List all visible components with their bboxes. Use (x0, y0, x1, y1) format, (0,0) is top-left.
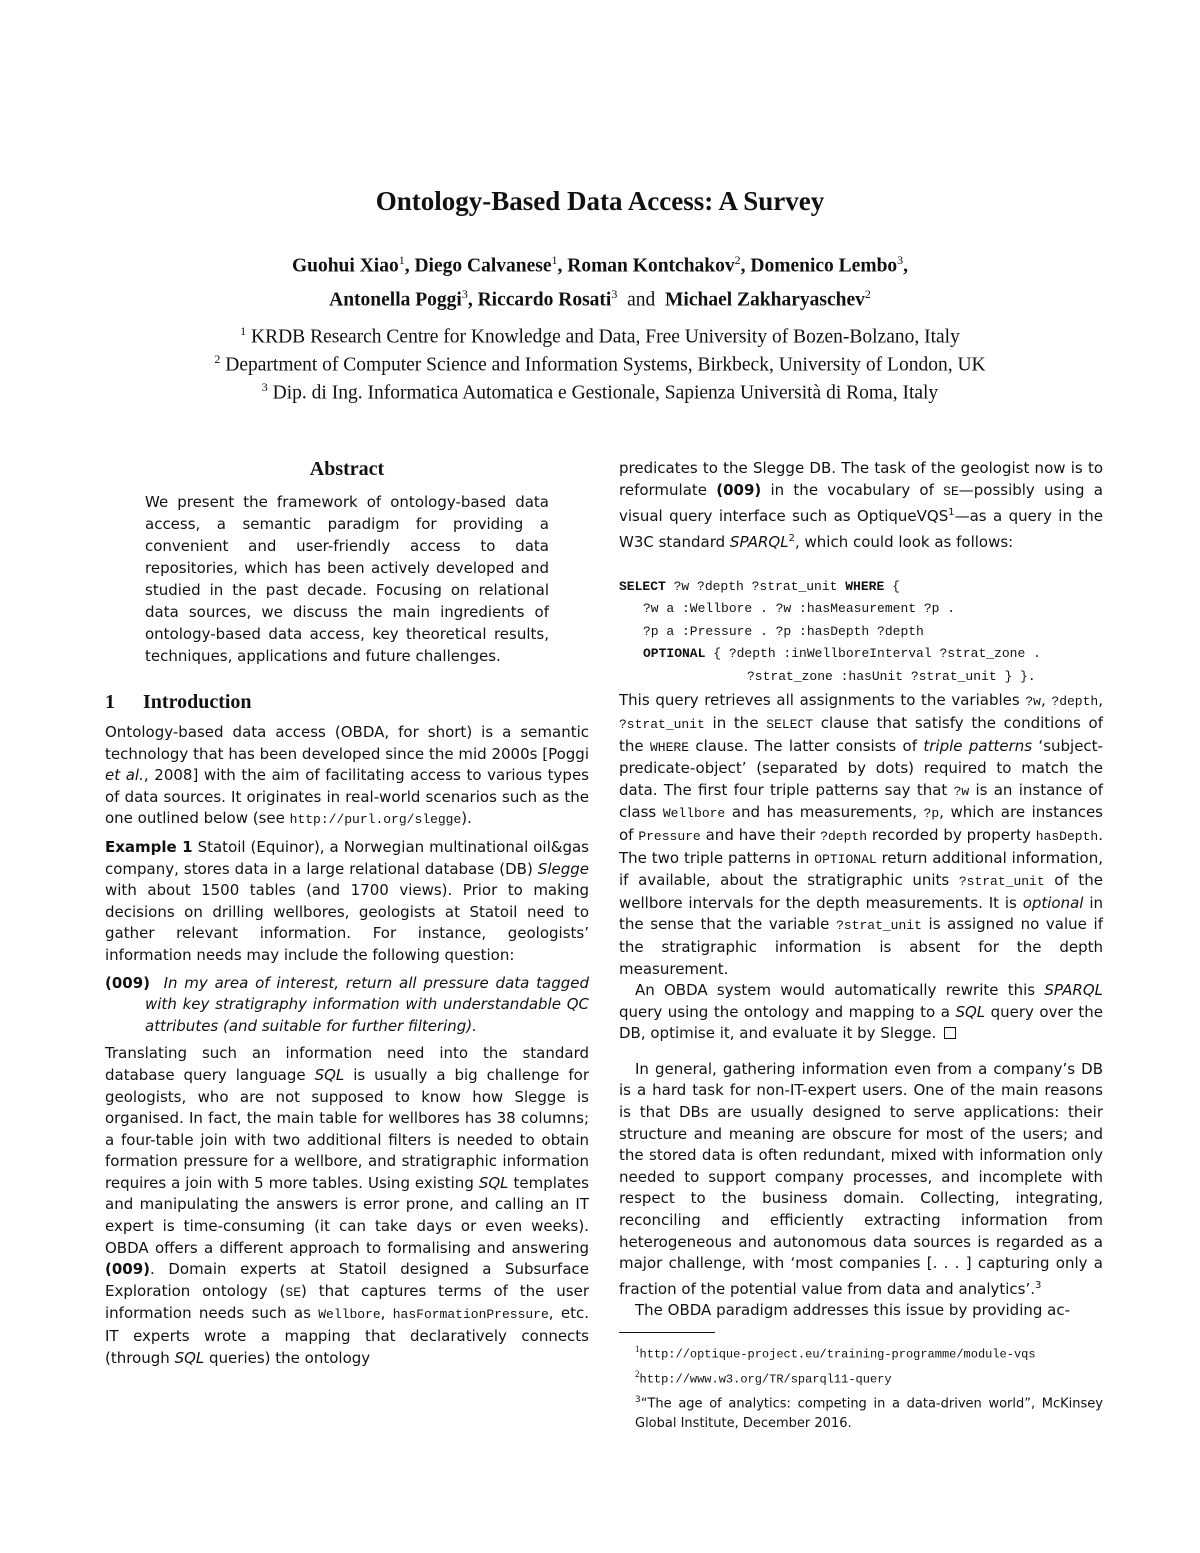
obda-rewrite-paragraph: An OBDA system would automatically rewrite this SPARQL query using the ontology and mapping to a SQL query over the DB, optimise it, and evaluate it by Slegge. (619, 981, 1103, 1043)
general-paragraph: In general, gathering information even from a company’s DB is a hard task for non-IT-expert users. One of the main reasons is that DBs are usually designed to serve applications: their structure and meaning are obscure for most of the users; and the stored data is often redundant, mixed with information only needed to support company processes, and incomplete with respect to the business domain. Collecting, integrating, reconciling and efficiently extracting information from heterogeneous and autonomous data sources is regarded as a major challenge, with ‘most companies [. . . ] capturing only a fraction of the potential value from data and analytics’.$^3$ (619, 1059, 1103, 1298)
slegge-link[interactable]: http://purl.org/slegge (289, 812, 462, 828)
query-explanation-paragraph: This query retrieves all assignments to the variables ?w, ?depth, ?strat_unit in the SELECT clause that satisfy the conditions of the WHERE clause. The latter consists of triple patterns ‘subject-predicate-object’ (separated by dots) required to match the data. The first four triple patterns say that ?w is an instance of class Wellbore and has measurements, ?p, which are instances of Pressure and have their ?depth recorded by property hasDepth. The two triple patterns in OPTIONAL return additional information, if available, about the stratigraphic units ?strat_unit of the wellbore intervals for the depth measurements. It is optional in the sense that the variable ?strat_unit is assigned no value if the stratigraphic information is absent for the depth measurement. (619, 691, 1104, 978)
left-column (105, 458, 589, 1369)
footnote-1: $^1$http://optique-project.eu/training-programme/module-vqs (635, 1344, 1036, 1362)
affil-mark: 3 (261, 380, 268, 394)
author-affil-mark: 3 (611, 287, 618, 301)
affiliation-1 (0, 324, 1200, 349)
reformulate-paragraph: predicates to the Slegge DB. The task of the geologist now is to reformulate (009) in the vocabulary of SE—possibly using a visual query interface such as OptiqueVQS$^1$—as a query in the W3C standard SPARQL$^2$, which could look as follows: (619, 459, 1103, 551)
affil-text: Department of Computer Science and Information Systems, Birkbeck, University of London, UK (225, 354, 986, 376)
paradigm-paragraph: The OBDA paradigm addresses this issue by providing ac- (635, 1301, 1071, 1320)
intro-paragraph: Ontology-based data access (OBDA, for short) is a semantic technology that has been developed since the mid 2000s [Poggi et al., 2008] with the aim of facilitating access to various types of data sources. It originates in real-world scenarios such as the one outlined below (see http://purl.org/slegge). (105, 723, 589, 828)
author-affil-mark: 2 (864, 287, 871, 301)
section-number: 1 (105, 691, 115, 713)
footnote-rule (619, 1332, 715, 1333)
author-line-1: Guohui Xiao$^1$, Diego Calvanese$^1$, Roman Kontchakov$^2$, Domenico Lembo$^3$, (291, 253, 909, 277)
affil-mark: 2 (214, 352, 221, 366)
author-name: Michael Zakharyaschev (665, 289, 865, 311)
author-name: Riccardo Rosati (477, 289, 612, 311)
translating-paragraph: Translating such an information need into the standard database query language SQL is usually a big challenge for geologists, who are not supposed to know how Slegge is organised. In fact, the main table for wellbores has 38 columns; a four-table join with two additional filters is needed to obtain formation pressure for a wellbore, and stratigraphic information requires a join with 5 more tables. Using existing SQL templates and manipulating the answers is error prone, and calling an IT expert is time-consuming (it can take days or even weeks). OBDA offers a different approach to formalising and answering (009). Domain experts at Statoil designed a Subsurface Exploration ontology (SE) that captures terms of the user information needs such as Wellbore, hasFormationPressure, etc. IT experts wrote a mapping that declaratively connects (through SQL queries) the ontology (105, 1044, 590, 1367)
affiliation-2 (0, 352, 1200, 377)
qed-box-icon (944, 1027, 956, 1039)
author-name: Roman Kontchakov (567, 255, 735, 277)
author-affil-mark: 1 (551, 253, 558, 267)
footnote-2-link[interactable]: http://www.w3.org/TR/sparql11-query (639, 1372, 892, 1387)
abstract-text: We present the framework of ontology-based data access, a semantic paradigm for providing a convenient and user-friendly access to data repositories, which has been actively developed and studied in the past decade. Focusing on relational data sources, we discuss the main ingredients of ontology-based data access, key theoretical results, techniques, applications and future challenges. (145, 493, 549, 665)
author-name: Diego Calvanese (414, 255, 552, 277)
footnote-3: $^3$“The age of analytics: competing in a data-driven world”, McKinsey Global Institute, December 2016. (635, 1394, 1103, 1431)
example-paragraph: Example 1 Statoil (Equinor), a Norwegian multinational oil&gas company, stores data in a large relational database (DB) Slegge with about 1500 tables (and 1700 views). Prior to making decisions on drilling wellbores, geologists at Statoil need to gather relevant information. For instance, geologists’ information needs may include the following question: (105, 837, 589, 964)
and-word: and (627, 289, 656, 311)
author-name: Domenico Lembo (750, 255, 898, 277)
author-name: Antonella Poggi (329, 289, 462, 311)
section-heading (105, 691, 589, 714)
affiliation-3 (0, 380, 1200, 405)
affil-text: Dip. di Ing. Informatica Automatica e Gestionale, Sapienza Università di Roma, Italy (272, 382, 939, 404)
question-block: (009) In my area of interest, return all pressure data tagged with key stratigraphy information with understandable QC attributes (and suitable for further filtering). (105, 973, 589, 1035)
author-line-2: Antonella Poggi$^3$, Riccardo Rosati$^3$ and Michael Zakharyaschev$^2$ (329, 287, 871, 311)
right-column (619, 458, 1103, 1434)
author-affil-mark: 2 (734, 253, 741, 267)
abstract-heading: Abstract (309, 458, 385, 480)
author-affil-mark: 3 (897, 253, 904, 267)
paper-title: Ontology-Based Data Access: A Survey (375, 186, 825, 216)
affil-text: KRDB Research Centre for Knowledge and Data, Free University of Bozen-Bolzano, Italy (251, 326, 960, 348)
affil-mark: 1 (240, 324, 247, 338)
author-affil-mark: 3 (461, 287, 468, 301)
section-title: Introduction (143, 691, 252, 713)
sparql-query-code: SELECT ?w ?depth ?strat_unit WHERE { ?w a :Wellbore . ?w :hasMeasurement ?p . ?p a :Pressure . ?p :hasDepth ?depth OPTIONAL { ?depth :inWellboreInterval ?strat_zone . ?strat_zone :hasUnit ?strat_unit } }. (619, 578, 1041, 684)
author-name: Guohui Xiao (291, 255, 399, 277)
footnote-1-link[interactable]: http://optique-project.eu/training-programme/module-vqs (639, 1347, 1036, 1362)
author-affil-mark: 1 (398, 253, 405, 267)
footnote-2: $^2$http://www.w3.org/TR/sparql11-query (635, 1369, 892, 1387)
